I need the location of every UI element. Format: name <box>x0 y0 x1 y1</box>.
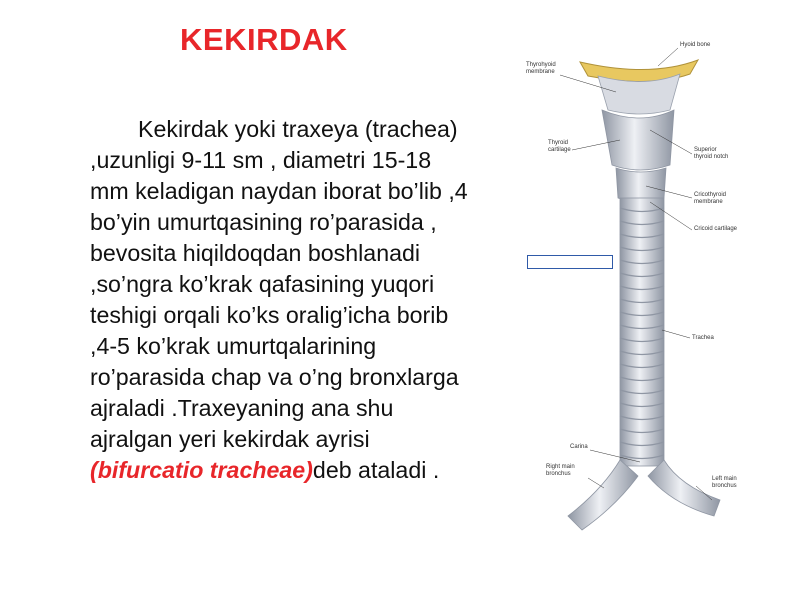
trachea-illustration <box>520 30 780 600</box>
cricoid-cartilage-shape <box>616 168 666 202</box>
label-cricoid-cartilage: Cricoid cartilage <box>694 226 738 232</box>
label-hyoid-bone: Hyoid bone <box>680 42 711 48</box>
left-bronchus-shape <box>648 460 720 516</box>
slide-title: KEKIRDAK <box>180 22 348 57</box>
body-text-end: deb ataladi . <box>312 457 440 483</box>
label-carina: Carina <box>570 444 588 450</box>
label-thyroid-cartilage: Thyroid cartilage <box>548 140 571 153</box>
label-cricothyroid-membrane: Cricothyroid membrane <box>694 192 727 205</box>
trachea-drawing <box>520 30 780 600</box>
label-left-main-bronchus: Left main bronchus <box>712 476 737 489</box>
highlight-rectangle <box>527 255 613 269</box>
label-thyrohyoid-membrane: Thyrohyoid membrane <box>526 62 556 75</box>
thyroid-cartilage-shape <box>602 110 674 170</box>
trachea-tube-shape <box>620 198 664 466</box>
body-text-main: Kekirdak yoki traxeya (trachea) ,uzunligi 9-11 sm , diametri 15-18 mm keladigan naydan iborat bo’lib ,4 bo’yin umurtqasining ro’parasida , bevosita hiqildoqdan boshlanadi ,so’ngra ko’krak qafasining yuqori teshigi orqali ko’ks oralig’icha borib ,4-5 ko’krak umurtqalarining ro’parasida chap va o’ng bronxlarga ajraladi .Traxeyaning ana shu ajralgan yeri kekirdak ayrisi <box>90 116 468 452</box>
label-trachea: Trachea <box>692 335 714 341</box>
slide-body-text <box>90 114 475 486</box>
label-right-main-bronchus: Right main bronchus <box>546 464 575 477</box>
hyoid-bone-shape <box>580 60 698 82</box>
latin-term: (bifurcatio tracheae) <box>90 457 313 483</box>
label-superior-thyroid-notch: Superior thyroid notch <box>694 147 729 160</box>
right-bronchus-shape <box>568 460 638 530</box>
